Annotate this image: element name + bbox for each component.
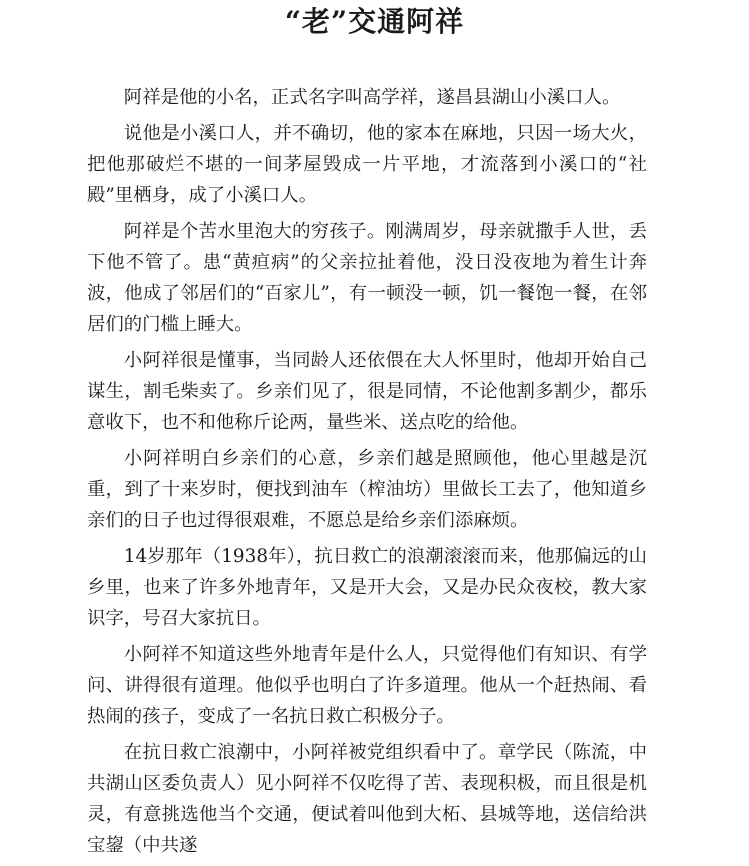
article-body xyxy=(87,82,647,866)
paragraph: 14岁那年（1938年），抗日救亡的浪潮滚滚而来，他那偏远的山乡里，也来了许多外地青年，又是开大会，又是办民众夜校，教大家识字，号召大家抗日。 xyxy=(87,546,647,629)
paragraph: 在抗日救亡浪潮中，小阿祥被党组织看中了。章学民（陈流，中共湖山区委负责人）见小阿祥不仅吃得了苦、表现积极，而且很是机灵，有意挑选他当个交通，便试着叫他到大柘、县城等地，送信给洪宝鋆（中共遂 xyxy=(87,742,647,856)
article-title: “老”交通阿祥 xyxy=(284,5,465,38)
paragraph: 小阿祥明白乡亲们的心意，乡亲们越是照顾他，他心里越是沉重，到了十来岁时，便找到油车（榨油坊）里做长工去了，他知道乡亲们的日子也过得很艰难，不愿总是给乡亲们添麻烦。 xyxy=(87,448,647,531)
paragraph: 小阿祥很是懂事，当同龄人还依偎在大人怀里时，他却开始自己谋生，割毛柴卖了。乡亲们见了，很是同情，不论他割多割少，都乐意收下，也不和他称斤论两，量些米、送点吃的给他。 xyxy=(87,350,647,433)
paragraph: 阿祥是个苦水里泡大的穷孩子。刚满周岁，母亲就撒手人世，丢下他不管了。患“黄疸病”的父亲拉扯着他，没日没夜地为着生计奔波，他成了邻居们的“百家儿”，有一顿没一顿，饥一餐饱一餐，在邻居们的门槛上睡大。 xyxy=(87,221,647,335)
paragraph: 小阿祥不知道这些外地青年是什么人，只觉得他们有知识、有学问、讲得很有道理。他似乎也明白了许多道理。他从一个赶热闹、看热闹的孩子，变成了一名抗日救亡积极分子。 xyxy=(87,644,647,727)
paragraph: 阿祥是他的小名，正式名字叫高学祥，遂昌县湖山小溪口人。 xyxy=(123,87,621,108)
paragraph: 说他是小溪口人，并不确切，他的家本在麻地，只因一场大火，把他那破烂不堪的一间茅屋毁成一片平地，才流落到小溪口的“社殿”里栖身，成了小溪口人。 xyxy=(87,123,647,206)
